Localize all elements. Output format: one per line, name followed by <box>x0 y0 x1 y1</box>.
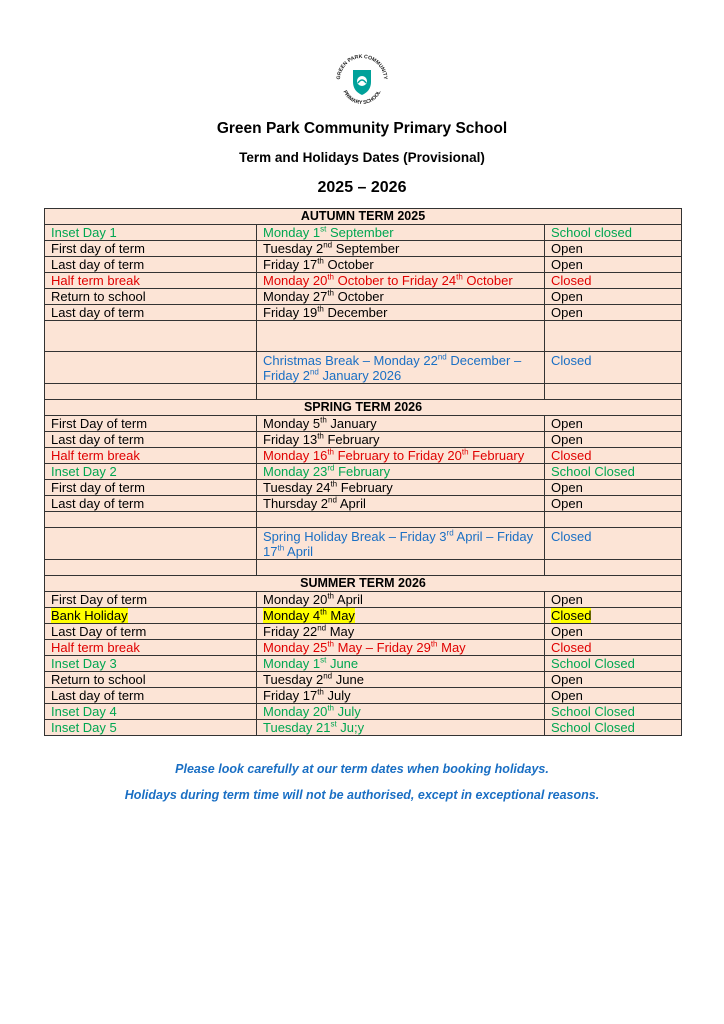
status-cell: Open <box>545 592 682 608</box>
date-row <box>45 672 682 688</box>
term-header-row <box>45 400 682 416</box>
event-cell: Last Day of term <box>45 624 257 640</box>
date-row <box>45 608 682 624</box>
status-cell: Open <box>545 480 682 496</box>
status-cell: Open <box>545 289 682 305</box>
event-cell: First day of term <box>45 480 257 496</box>
date-cell: Monday 4th May <box>257 608 545 624</box>
event-cell: Last day of term <box>45 496 257 512</box>
empty-cell <box>45 352 257 384</box>
holiday-break-row <box>45 528 682 560</box>
event-cell: Inset Day 5 <box>45 720 257 736</box>
status-cell: School closed <box>545 225 682 241</box>
date-row <box>45 289 682 305</box>
empty-cell <box>545 384 682 400</box>
date-cell: Tuesday 2nd September <box>257 241 545 257</box>
event-cell: Bank Holiday <box>45 608 257 624</box>
empty-cell <box>257 512 545 528</box>
event-cell: Inset Day 1 <box>45 225 257 241</box>
logo-text-bottom: PRIMARY SCHOOL <box>341 89 383 107</box>
spacer-row <box>45 560 682 576</box>
date-cell: Friday 19th December <box>257 305 545 321</box>
event-cell: Inset Day 4 <box>45 704 257 720</box>
status-cell: Closed <box>545 528 682 560</box>
footer-note-2: Holidays during term time will not be authorised, except in exceptional reasons. <box>124 788 600 802</box>
event-cell: Half term break <box>45 448 257 464</box>
status-cell: Open <box>545 432 682 448</box>
term-header-row <box>45 576 682 592</box>
event-cell: Inset Day 3 <box>45 656 257 672</box>
date-cell: Friday 17th October <box>257 257 545 273</box>
status-cell: Closed <box>545 273 682 289</box>
term-heading: AUTUMN TERM 2025 <box>45 209 682 225</box>
empty-cell <box>545 321 682 352</box>
spacer-row <box>45 384 682 400</box>
status-cell: School Closed <box>545 720 682 736</box>
status-cell: School Closed <box>545 704 682 720</box>
spacer-row <box>45 512 682 528</box>
status-cell: Closed <box>545 352 682 384</box>
event-cell: Last day of term <box>45 305 257 321</box>
empty-cell <box>45 560 257 576</box>
date-row <box>45 257 682 273</box>
empty-cell <box>45 321 257 352</box>
date-row <box>45 688 682 704</box>
event-cell: Last day of term <box>45 257 257 273</box>
status-cell: Open <box>545 624 682 640</box>
status-cell: School Closed <box>545 656 682 672</box>
event-cell: Inset Day 2 <box>45 464 257 480</box>
date-row <box>45 416 682 432</box>
empty-cell <box>545 512 682 528</box>
event-cell: Last day of term <box>45 688 257 704</box>
status-cell: School Closed <box>545 464 682 480</box>
date-row <box>45 720 682 736</box>
term-dates-table <box>44 208 682 736</box>
date-row <box>45 432 682 448</box>
spacer-row <box>45 321 682 352</box>
event-cell: First Day of term <box>45 592 257 608</box>
status-cell: Open <box>545 305 682 321</box>
date-row <box>45 305 682 321</box>
date-cell: Monday 5th January <box>257 416 545 432</box>
date-cell: Monday 20th April <box>257 592 545 608</box>
date-cell: Monday 16th February to Friday 20th February <box>257 448 545 464</box>
empty-cell <box>257 560 545 576</box>
date-cell: Tuesday 24th February <box>257 480 545 496</box>
date-row <box>45 448 682 464</box>
event-cell: Half term break <box>45 273 257 289</box>
event-cell: Return to school <box>45 289 257 305</box>
status-cell: Open <box>545 688 682 704</box>
date-row <box>45 496 682 512</box>
academic-year: 2025 – 2026 <box>317 179 407 196</box>
status-cell: Closed <box>545 640 682 656</box>
date-cell: Friday 17th July <box>257 688 545 704</box>
school-logo <box>332 50 392 110</box>
status-cell: Open <box>545 257 682 273</box>
footer-note-1: Please look carefully at our term dates when booking holidays. <box>175 762 549 776</box>
status-cell: Closed <box>545 448 682 464</box>
school-name: Green Park Community Primary School <box>216 120 508 137</box>
date-cell: Monday 1st June <box>257 656 545 672</box>
date-row <box>45 640 682 656</box>
event-cell: Return to school <box>45 672 257 688</box>
logo-text-top: GREEN PARK COMMUNITY <box>335 53 389 80</box>
date-row <box>45 273 682 289</box>
empty-cell <box>545 560 682 576</box>
event-cell: First day of term <box>45 241 257 257</box>
term-header-row <box>45 209 682 225</box>
date-cell: Monday 20th October to Friday 24th October <box>257 273 545 289</box>
date-row <box>45 592 682 608</box>
date-cell: Tuesday 21st Ju;y <box>257 720 545 736</box>
empty-cell <box>257 321 545 352</box>
date-cell: Monday 1st September <box>257 225 545 241</box>
date-row <box>45 656 682 672</box>
status-cell: Open <box>545 241 682 257</box>
status-cell: Open <box>545 496 682 512</box>
event-cell: Half term break <box>45 640 257 656</box>
term-heading: SUMMER TERM 2026 <box>45 576 682 592</box>
break-date-cell: Christmas Break – Monday 22nd December – Friday 2nd January 2026 <box>257 352 545 384</box>
date-cell: Monday 27th October <box>257 289 545 305</box>
status-cell: Open <box>545 416 682 432</box>
date-row <box>45 624 682 640</box>
date-cell: Monday 23rd February <box>257 464 545 480</box>
date-cell: Monday 25th May – Friday 29th May <box>257 640 545 656</box>
date-cell: Thursday 2nd April <box>257 496 545 512</box>
date-row <box>45 464 682 480</box>
event-cell: First Day of term <box>45 416 257 432</box>
date-cell: Friday 13th February <box>257 432 545 448</box>
date-cell: Monday 20th July <box>257 704 545 720</box>
empty-cell <box>45 528 257 560</box>
date-row <box>45 225 682 241</box>
date-row <box>45 480 682 496</box>
empty-cell <box>257 384 545 400</box>
empty-cell <box>45 512 257 528</box>
date-row <box>45 241 682 257</box>
term-heading: SPRING TERM 2026 <box>45 400 682 416</box>
status-cell: Closed <box>545 608 682 624</box>
empty-cell <box>45 384 257 400</box>
holiday-break-row <box>45 352 682 384</box>
status-cell: Open <box>545 672 682 688</box>
event-cell: Last day of term <box>45 432 257 448</box>
page-subtitle: Term and Holidays Dates (Provisional) <box>239 150 485 165</box>
break-date-cell: Spring Holiday Break – Friday 3rd April – Friday 17th April <box>257 528 545 560</box>
date-cell: Friday 22nd May <box>257 624 545 640</box>
date-cell: Tuesday 2nd June <box>257 672 545 688</box>
date-row <box>45 704 682 720</box>
